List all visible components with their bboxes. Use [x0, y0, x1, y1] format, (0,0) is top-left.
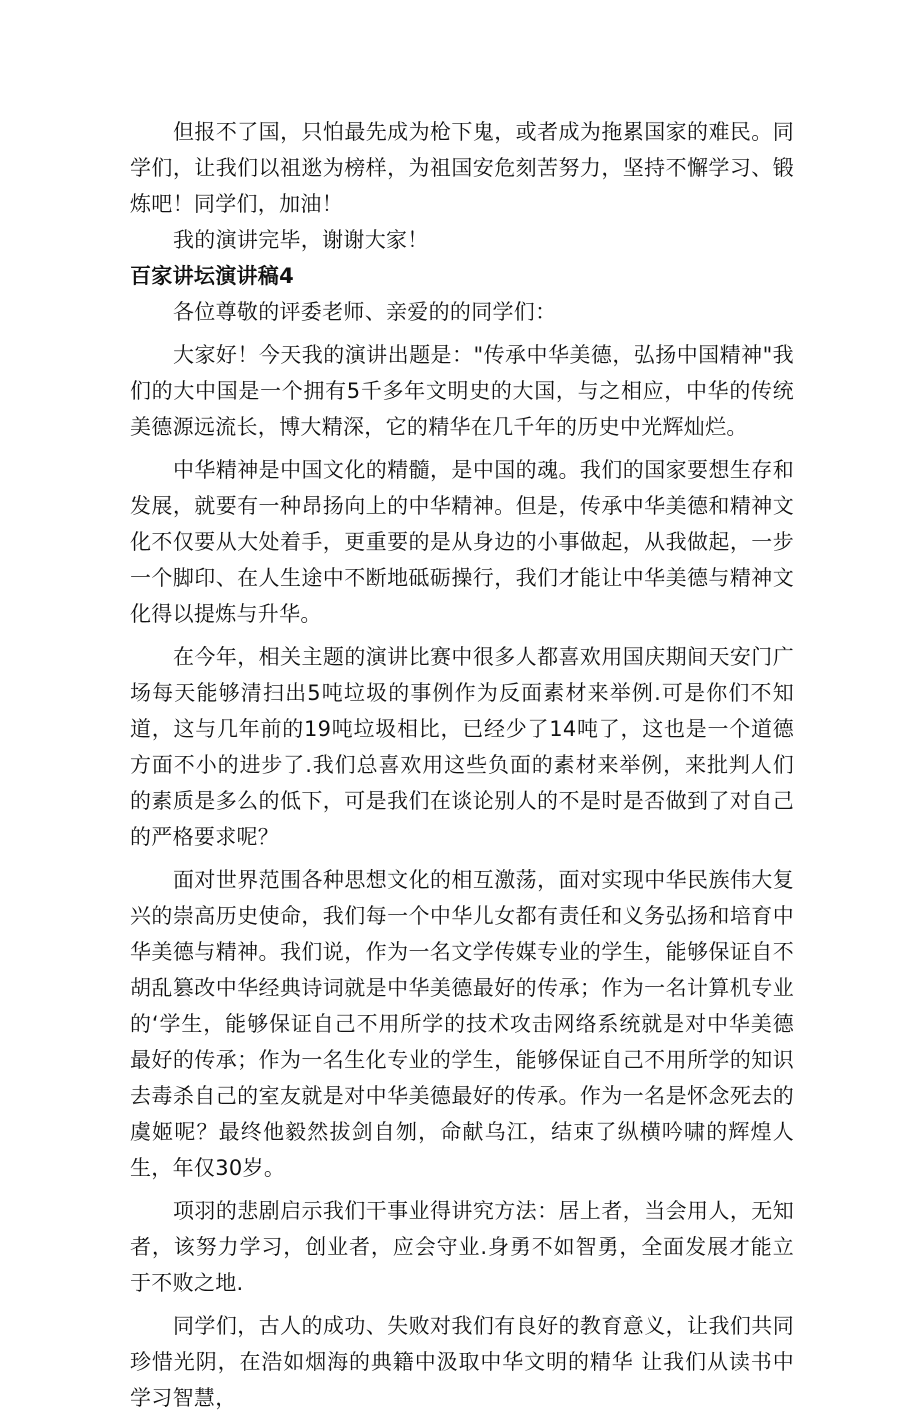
section-title: 百家讲坛演讲稿4 — [130, 264, 295, 288]
paragraph-national-day-example: 在今年，相关主题的演讲比赛中很多人都喜欢用国庆期间天安门广场每天能够清扫出5吨垃圾的事例作为反面素材来举例.可是你们不知道，这与几年前的19吨垃圾相比，已经少了14吨了，这也是一个道德方面不小的进步了.我们总喜欢用这些负面的素材来举例，来批判人们的素质是多么的低下，可是我们在谈论别人的不是时是否做到了对自己的严格要求呢？ — [130, 645, 794, 849]
paragraph-chinese-spirit: 中华精神是中国文化的精髓，是中国的魂。我们的国家要想生存和发展，就要有一种昂扬向上的中华精神。但是，传承中华美德和精神文化不仅要从大处着手，更重要的是从身边的小事做起，从我做起，一步一个脚印、在人生途中不断地砥砺操行，我们才能让中华美德与精神文化得以提炼与升华。 — [130, 458, 794, 626]
document-body — [130, 114, 794, 1416]
paragraph-xiang-yu-lesson: 项羽的悲剧启示我们干事业得讲究方法：居上者，当会用人，无知者，该努力学习，创业者，应会守业.身勇不如智勇，全面发展才能立于不败之地. — [130, 1199, 794, 1295]
paragraph-opening: 大家好！今天我的演讲出题是："传承中华美德，弘扬中国精神"我们的大中国是一个拥有5千多年文明史的大国，与之相应，中华的传统美德源远流长，博大精深，它的精华在几千年的历史中光辉灿烂。 — [130, 343, 794, 439]
paragraph-conclusion: 同学们，古人的成功、失败对我们有良好的教育意义，让我们共同珍惜光阴，在浩如烟海的典籍中汲取中华文明的精华 让我们从读书中学习智慧， — [130, 1314, 794, 1410]
paragraph-mission: 面对世界范围各种思想文化的相互激荡，面对实现中华民族伟大复兴的崇高历史使命，我们每一个中华儿女都有责任和义务弘扬和培育中华美德与精神。我们说，作为一名文学传媒专业的学生，能够保证自不胡乱篡改中华经典诗词就是中华美德最好的传承；作为一名计算机专业的‘学生，能够保证自己不用所学的技术攻击网络系统就是对中华美德最好的传承；作为一名生化专业的学生，能够保证自己不用所学的知识去毒杀自己的室友就是对中华美德最好的传承。作为一名是怀念死去的虞姬呢？最终他毅然拔剑自刎，命献乌江，结束了纵横吟啸的辉煌人生，年仅30岁。 — [130, 868, 794, 1180]
paragraph-salutation: 各位尊敬的评委老师、亲爱的的同学们： — [173, 300, 557, 324]
paragraph-speech-end: 我的演讲完毕，谢谢大家！ — [173, 228, 429, 252]
paragraph-closing-appeal: 但报不了国，只怕最先成为枪下鬼，或者成为拖累国家的难民。同学们，让我们以祖逖为榜样，为祖国安危刻苦努力，坚持不懈学习、锻炼吧！同学们，加油！ — [130, 120, 794, 216]
